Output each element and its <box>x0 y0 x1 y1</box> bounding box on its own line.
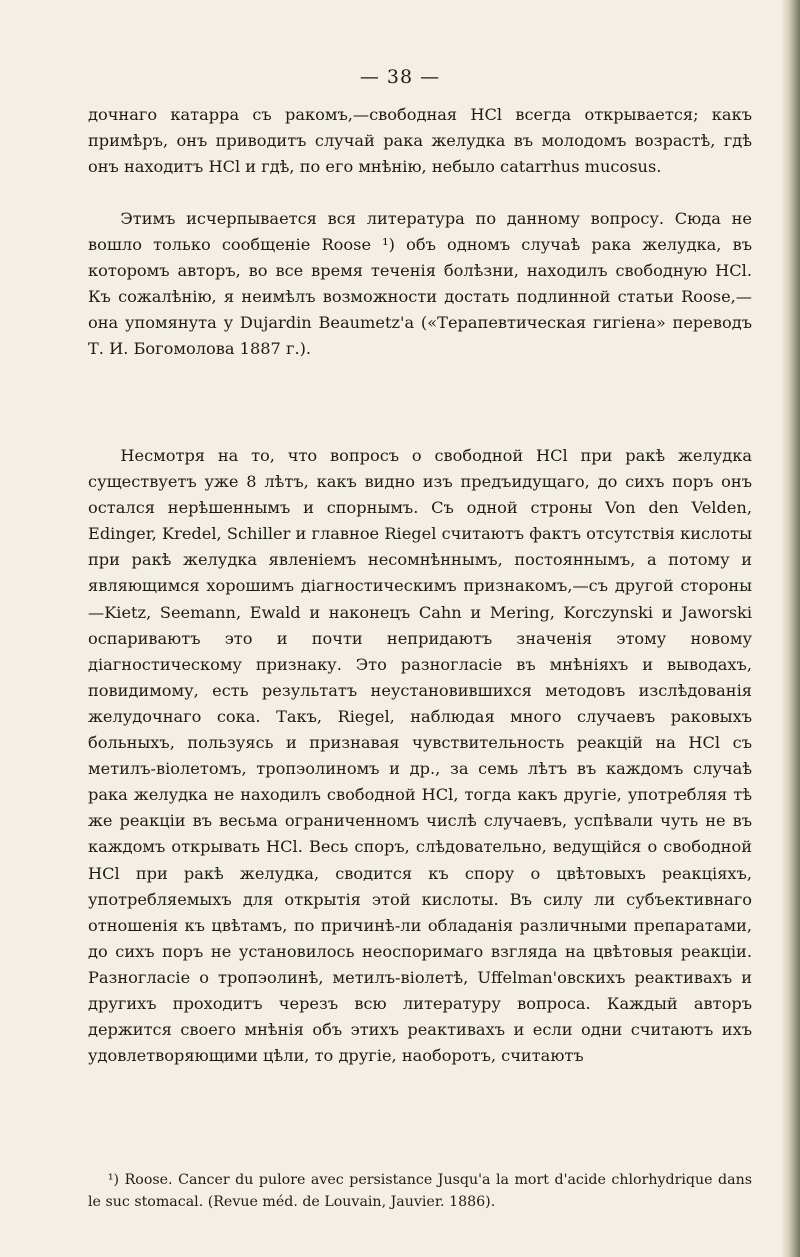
footnote-text: ¹) Roose. Cancer du pulore avec persistance Jusqu'a la mort d'acide chlorhydrique dans le suc stomacal. (Revue méd. de Louvain, Jauvier. 1886). <box>88 1172 752 1210</box>
paragraph-literature <box>88 206 752 363</box>
paragraph-1: дочнаго катарра съ ракомъ,—свободная HCl всегда открывается; какъ примѣръ, онъ приводитъ случай рака желудка въ молодомъ возрастѣ, гдѣ онъ находитъ HCl и гдѣ, по его мнѣнію, небыло catarrhus mucosus. <box>88 105 752 177</box>
paragraph-2: Этимъ исчерпывается вся литература по данному вопросу. Сюда не вошло только сообщеніе Roose ¹) объ одномъ случаѣ рака желудка, въ которомъ авторъ, во все время теченія болѣзни, находилъ свободную HCl. Къ сожалѣнію, я неимѣлъ возможности достать подлинной статьи Roose,—она упомянута у Dujardin Beaumetz'а («Терапевтическая гигіена» переводъ Т. И. Богомолова 1887 г.). <box>88 209 752 359</box>
page-edge <box>782 0 800 1257</box>
paragraph-discussion <box>88 443 752 1069</box>
footnote <box>88 1169 752 1213</box>
paragraph-continuation <box>88 102 752 180</box>
paragraph-3: Несмотря на то, что вопросъ о свободной HCl при ракѣ желудка существуетъ уже 8 лѣтъ, какъ видно изъ предъидущаго, до сихъ поръ онъ остался нерѣшеннымъ и спорнымъ. Съ одной строны Von den Velden, Edinger, Kredel, Schiller и главное Riegel считаютъ фактъ отсутствія кислоты при ракѣ желудка явленіемъ несомнѣннымъ, постояннымъ, а потому и являющимся хорошимъ діагностическимъ признакомъ,—съ другой стороны—Kietz, Seemann, Ewald и наконецъ Cahn и Mering, Korczynski и Jaworski оспариваютъ это и почти непридаютъ значенія этому новому діагностическому признаку. Это разногласіе въ мнѣніяхъ и выводахъ, повидимому, есть результатъ неустановившихся методовъ изслѣдованія желудочнаго сока. Такъ, Riegel, наблюдая много случаевъ раковыхъ больныхъ, пользуясь и признавая чувствительность реакцій на HCl съ метилъ-віолетомъ, тропэолиномъ и др., за семь лѣтъ въ каждомъ случаѣ рака желудка не находилъ свободной HCl, тогда какъ другіе, употребляя тѣ же реакціи въ весьма ограниченномъ числѣ случаевъ, успѣвали чуть не въ каждомъ открывать HCl. Весь споръ, слѣдовательно, ведущійся о свободной HCl при ракѣ желудка, сводится къ спору о цвѣтовыхъ реакціяхъ, употребляемыхъ для открытія этой кислоты. Въ силу ли субъективнаго отношенія къ цвѣтамъ, по причинѣ-ли обладанія различными препаратами, до сихъ поръ не установилось неоспоримаго взгляда на цвѣтовыя реакціи. Разногласіе о тропэолинѣ, метилъ-віолетѣ, Uffelman'овскихъ реактивахъ и другихъ проходитъ черезъ всю литературу вопроса. Каждый авторъ держится своего мнѣнія объ этихъ реактивахъ и если одни считаютъ ихъ удовлетворяющими цѣли, то другіе, наоборотъ, считаютъ <box>88 446 752 1066</box>
page-number: — 38 — <box>359 66 441 88</box>
